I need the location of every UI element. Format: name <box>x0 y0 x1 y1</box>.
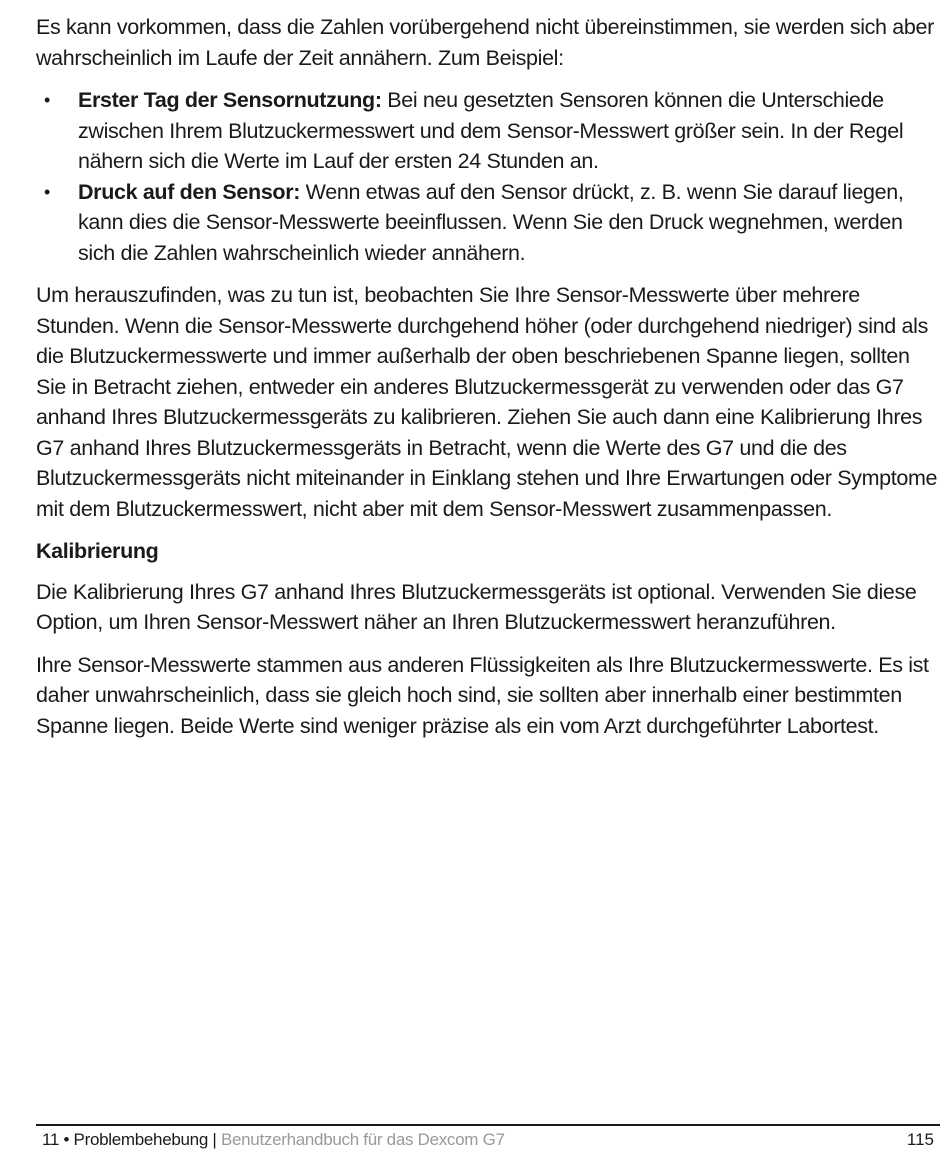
bullet-text: Wenn etwas auf den Sensor drückt, z. B. wenn Sie darauf liegen, kann dies die Sensor-Messwerte beeinflussen. Wenn Sie den Druck wegnehmen, werden sich die Zahlen wahrscheinlich wieder annähern. <box>78 179 904 265</box>
advice-paragraph: Um herauszufinden, was zu tun ist, beobachten Sie Ihre Sensor-Messwerte über mehrere Stunden. Wenn die Sensor-Messwerte durchgehend höher (oder durchgehend niedriger) sind als die Blutzuckermesswerte und immer außerhalb der oben beschriebenen Spanne liegen, sollten Sie in Betracht ziehen, entweder ein anderes Blutzuckermessgerät zu verwenden oder das G7 anhand Ihres Blutzuckermessgeräts zu kalibrieren. Ziehen Sie auch dann eine Kalibrierung Ihres G7 anhand Ihres Blutzuckermessgeräts in Betracht, wenn die Werte des G7 und die des Blutzuckermessgeräts nicht miteinander in Einklang stehen und Ihre Erwartungen oder Symptome mit dem Blutzuckermesswert, nicht aber mit dem Sensor-Messwert zusammenpassen. <box>36 283 938 521</box>
footer-chapter: 11 • Problembehebung <box>42 1130 208 1149</box>
footer-book-title: Benutzerhandbuch für das Dexcom G7 <box>220 1130 505 1149</box>
bullet-icon: • <box>44 90 50 110</box>
bullet-term: Erster Tag der Sensornutzung: <box>78 88 382 112</box>
bullet-text: Bei neu gesetzten Sensoren können die Unterschiede zwischen Ihrem Blutzuckermesswert und dem Sensor-Messwert größer sein. In der Regel nähern sich die Werte im Lauf der ersten 24 Stunden an. <box>78 88 904 173</box>
page-number: 115 <box>906 1130 934 1149</box>
page-footer <box>36 1124 940 1156</box>
section-heading: Kalibrierung <box>36 539 159 563</box>
bullet-term: Druck auf den Sensor: <box>78 179 301 204</box>
calibration-paragraph-1: Die Kalibrierung Ihres G7 anhand Ihres Blutzuckermessgeräts ist optional. Verwenden Sie diese Option, um Ihren Sensor-Messwert näher an Ihren Blutzuckermesswert heranzuführen. <box>36 579 917 634</box>
bullet-icon: • <box>44 181 50 202</box>
calibration-paragraph-2: Ihre Sensor-Messwerte stammen aus anderen Flüssigkeiten als Ihre Blutzuckermesswerte. Es ist daher unwahrscheinlich, dass sie gleich hoch sind, sie sollten aber innerhalb einer bestimmten Spanne liegen. Beide Werte sind weniger präzise als ein vom Arzt durchgeführter Labortest. <box>36 652 929 738</box>
bullet-item-first-day <box>36 85 940 177</box>
bullet-item-pressure <box>36 177 940 269</box>
intro-paragraph: Es kann vorkommen, dass die Zahlen vorübergehend nicht übereinstimmen, sie werden sich aber wahrscheinlich im Laufe der Zeit annähern. Zum Beispiel: <box>36 15 934 70</box>
page-content <box>36 12 940 753</box>
bullet-list <box>36 85 940 268</box>
footer-left <box>42 1130 505 1150</box>
footer-separator: | <box>207 1130 221 1149</box>
